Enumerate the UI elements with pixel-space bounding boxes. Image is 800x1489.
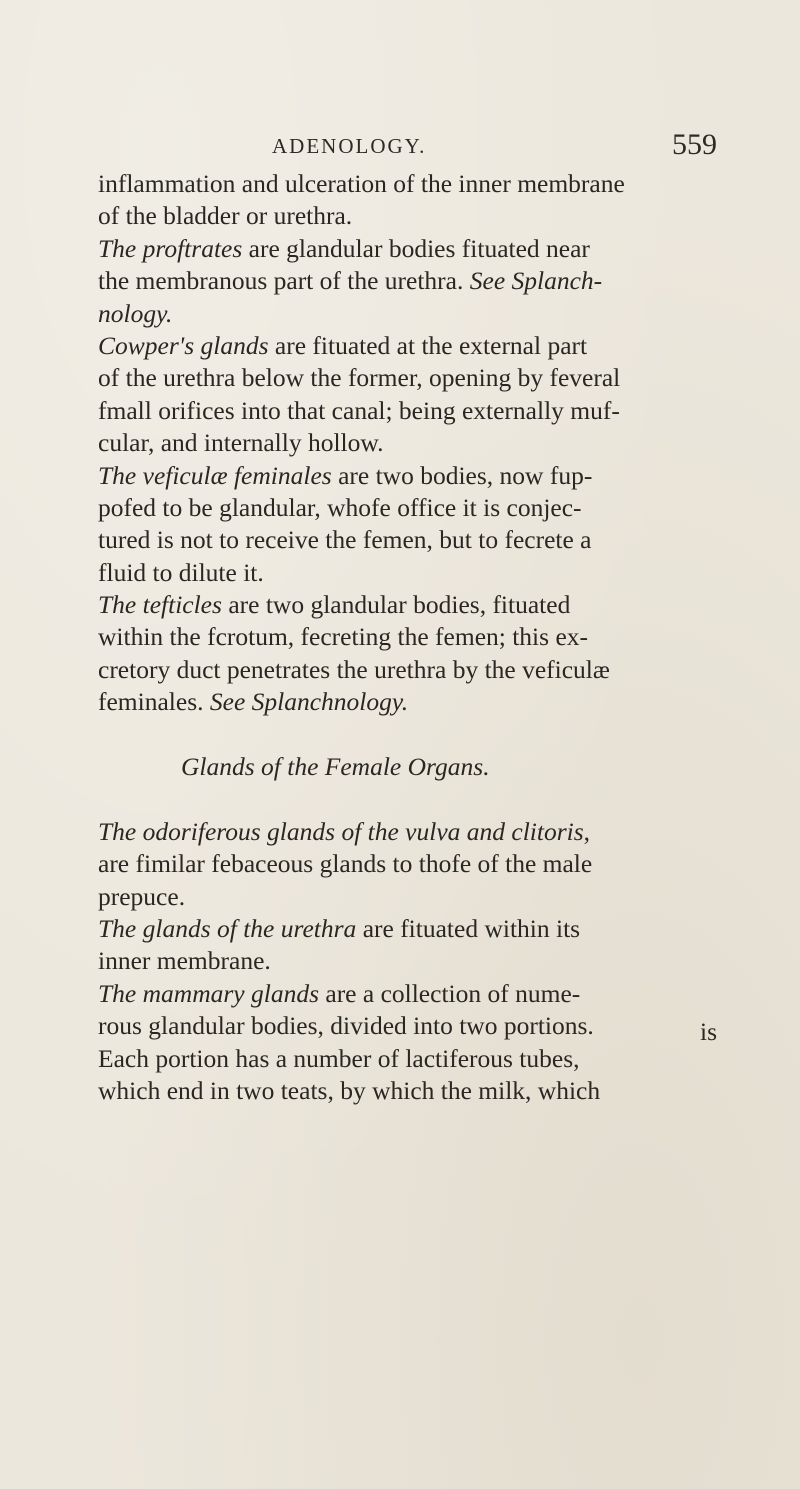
text-line	[98, 233, 758, 265]
text-run: of the bladder or urethra.	[98, 201, 353, 231]
text-line	[98, 460, 758, 492]
text-run: prepuce.	[98, 881, 186, 911]
text-line	[98, 1075, 758, 1107]
italic-run: The glands of the urethra	[98, 913, 357, 943]
text-run: are two glandular bodies, fituated	[221, 590, 571, 620]
italic-run: Cowper's glands	[98, 330, 269, 360]
text-line	[98, 492, 758, 524]
text-line	[98, 848, 758, 880]
text-run: within the fcrotum, fecreting the femen; this ex-	[98, 622, 589, 652]
text-run: inner membrane.	[98, 946, 271, 976]
text-line	[98, 621, 758, 653]
italic-run: See Splanchnology.	[209, 687, 409, 717]
text-run: rous glandular bodies, divided into two portions.	[98, 1011, 594, 1041]
text-run: are fituated within its	[356, 913, 581, 943]
text-line	[98, 589, 758, 621]
text-line	[98, 978, 758, 1010]
text-line	[98, 427, 758, 459]
italic-run: nology.	[98, 298, 173, 328]
text-run: feminales.	[98, 687, 210, 717]
paragraphs-male-glands	[98, 168, 758, 719]
italic-run: The tefticles	[98, 590, 222, 620]
italic-run: See Splanch-	[469, 266, 603, 296]
text-run: are fimilar febaceous glands to thofe of the male	[98, 849, 593, 879]
text-line	[98, 395, 758, 427]
text-line	[98, 298, 758, 330]
text-line	[98, 913, 758, 945]
spacer	[98, 719, 758, 751]
text-run: fmall orifices into that canal; being externally muf-	[98, 395, 620, 425]
text-line	[98, 524, 758, 556]
text-line	[98, 200, 758, 232]
text-run: are glandular bodies fituated near	[242, 233, 590, 263]
text-line	[98, 557, 758, 589]
section-heading: Glands of the Female Organs.	[181, 752, 490, 782]
text-run: which end in two teats, by which the milk, which	[98, 1075, 601, 1105]
text-run: the membranous part of the urethra.	[98, 266, 470, 296]
text-line	[98, 686, 758, 718]
text-line	[98, 362, 758, 394]
text-line	[98, 1010, 758, 1042]
text-run: cular, and internally hollow.	[98, 428, 384, 458]
text-run: are a collection of nume-	[319, 978, 581, 1008]
text-run: are two bodies, now fup-	[331, 460, 593, 490]
text-line	[98, 816, 758, 848]
italic-run: The proftrates	[98, 233, 243, 263]
page-header	[0, 128, 800, 168]
text-run: tured is not to receive the femen, but to fecrete a	[98, 525, 592, 555]
text-run: inflammation and ulceration of the inner membrane	[98, 169, 625, 198]
text-run: ,	[583, 816, 591, 846]
text-line	[98, 330, 758, 362]
text-line	[98, 945, 758, 977]
text-run: fluid to dilute it.	[98, 557, 264, 587]
page-number: 559	[672, 128, 717, 161]
italic-run: The mammary glands	[98, 978, 319, 1008]
text-line	[98, 881, 758, 913]
text-line	[98, 168, 758, 200]
text-line	[98, 265, 758, 297]
text-run: Each portion has a number of lactiferous tubes,	[98, 1043, 580, 1073]
text-line	[98, 654, 758, 686]
text-run: of the urethra below the former, opening by feveral	[98, 363, 621, 393]
text-run: are fituated at the external part	[268, 330, 588, 360]
text-line	[98, 1043, 758, 1075]
spacer	[98, 783, 758, 815]
paragraphs-female-glands	[98, 816, 758, 1108]
text-run: cretory duct penetrates the urethra by the veficulæ	[98, 654, 610, 684]
italic-run: The odoriferous glands of the vulva and clitoris	[98, 816, 584, 846]
catchword: is	[700, 1017, 718, 1046]
italic-run: The veficulæ feminales	[98, 460, 332, 490]
text-run: pofed to be glandular, whofe office it is conjec-	[98, 492, 582, 522]
body-text	[98, 168, 758, 1107]
running-head: ADENOLOGY.	[272, 134, 427, 158]
